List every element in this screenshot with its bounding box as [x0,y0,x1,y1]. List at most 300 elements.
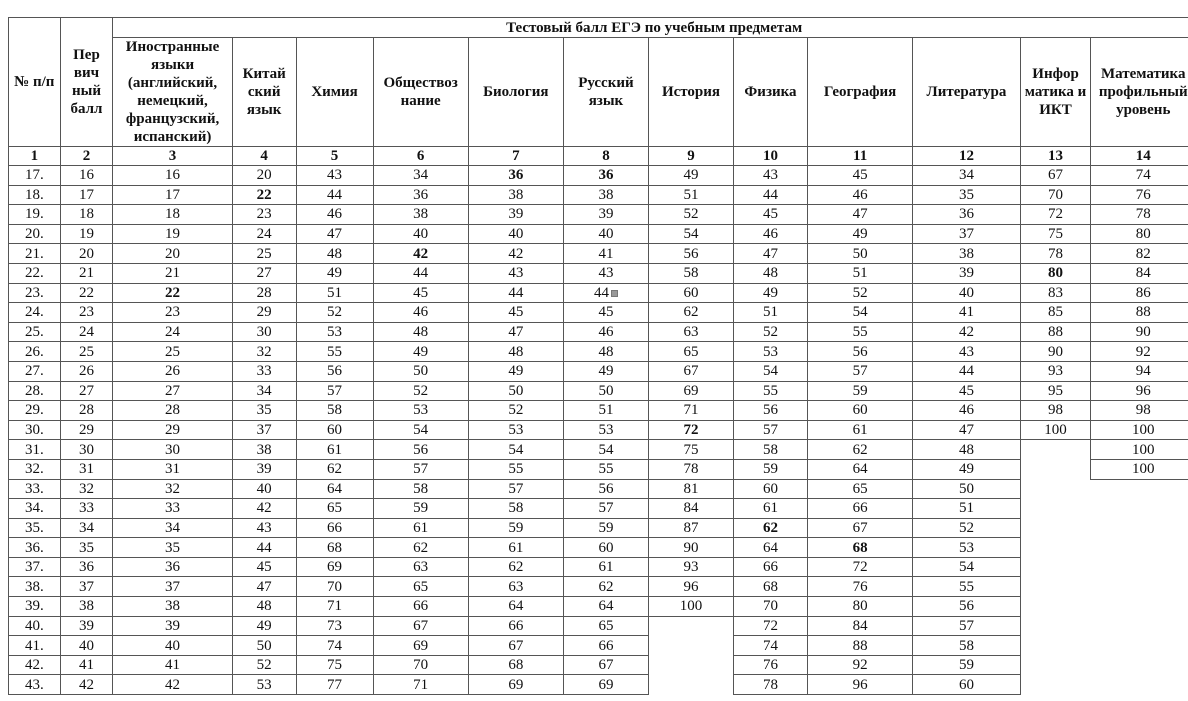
score-value: 40 [78,637,94,654]
score-cell [373,636,468,656]
empty-cell [1020,655,1091,675]
table-row [9,401,1188,421]
row-number-cell [9,655,61,675]
score-value: 44 [327,186,343,203]
score-value: 62 [683,304,699,321]
score-cell [296,205,373,225]
score-cell [913,166,1020,186]
score-value: 90 [1048,343,1064,360]
score-cell [296,263,373,283]
score-cell [60,597,113,617]
score-value: 50 [256,637,272,654]
score-cell [563,479,648,499]
score-value: 37 [78,578,94,595]
score-cell [734,557,808,577]
table-row [9,479,1188,499]
row-number-cell [9,675,61,695]
header-subject: Иностранные языки (английский, немецкий, французский, испанский) [113,38,232,147]
score-value: 23 [165,304,181,321]
score-cell [563,322,648,342]
score-cell [648,283,733,303]
header-subject: География [807,38,912,147]
score-cell [807,557,912,577]
score-cell [468,166,563,186]
score-value: 69 [598,676,614,693]
score-cell [563,675,648,695]
score-value: 35 [958,186,974,203]
score-value: 48 [762,265,778,282]
score-value: 45 [958,382,974,399]
score-value: 42 [508,245,524,262]
table-row [9,616,1188,636]
score-value: 73 [327,617,343,634]
score-value: 48 [958,441,974,458]
score-cell [296,283,373,303]
score-value: 64 [508,598,524,615]
score-value: 41 [598,245,614,262]
score-cell [232,303,296,323]
score-cell [734,499,808,519]
score-value: 49 [508,363,524,380]
score-value: 48 [598,343,614,360]
score-value: 40 [165,637,181,654]
score-cell [734,440,808,460]
row-number-cell [9,577,61,597]
score-value: 56 [958,598,974,615]
score-value: 82 [1135,245,1151,262]
score-value: 59 [762,461,778,478]
score-cell [60,185,113,205]
score-value: 38 [165,598,181,615]
empty-cell [1091,655,1188,675]
score-value: 49 [256,617,272,634]
column-number: 3 [113,147,232,166]
row-number-cell [9,401,61,421]
score-value: 21. [24,245,44,262]
empty-cell [1020,616,1091,636]
row-number-cell [9,185,61,205]
header-row-subjects [9,38,1188,147]
score-value: 20 [256,167,272,184]
score-value: 39 [958,265,974,282]
score-value: 93 [1048,363,1064,380]
empty-cell [1020,479,1091,499]
score-cell [113,518,232,538]
score-value: 64 [327,480,343,497]
score-value: 45 [598,304,614,321]
score-cell [113,381,232,401]
table-body [9,166,1188,695]
score-value: 48 [327,245,343,262]
score-cell [296,224,373,244]
score-cell [648,342,733,362]
score-value: 54 [508,441,524,458]
score-value: 37. [24,559,44,576]
score-value: 18 [78,206,94,223]
score-value: 22 [78,284,94,301]
row-number-cell [9,283,61,303]
score-value: 55 [958,578,974,595]
empty-cell [648,636,733,656]
score-cell [913,557,1020,577]
score-cell [563,244,648,264]
score-value: 72 [683,422,699,439]
score-cell [734,655,808,675]
score-value: 58 [508,500,524,517]
score-value: 43 [762,167,778,184]
score-cell [232,401,296,421]
score-value: 66 [413,598,429,615]
score-value: 74 [1135,167,1151,184]
score-cell [232,636,296,656]
table-row [9,244,1188,264]
score-cell [563,381,648,401]
empty-cell [1091,577,1188,597]
score-cell [60,322,113,342]
score-cell [648,205,733,225]
score-value: 56 [852,343,868,360]
score-value: 62 [413,539,429,556]
score-value: 38 [598,186,614,203]
score-cell [373,342,468,362]
score-value: 33. [24,480,44,497]
score-cell [373,459,468,479]
score-value: 60 [598,539,614,556]
score-value: 36 [78,559,94,576]
score-cell [1020,205,1091,225]
score-value: 100 [679,598,703,615]
score-value: 88 [852,637,868,654]
score-cell [232,655,296,675]
score-value: 88 [1048,324,1064,341]
score-value: 58 [327,402,343,419]
score-cell [807,538,912,558]
score-value: 63 [683,324,699,341]
score-value: 40. [24,617,44,634]
score-value: 50 [598,382,614,399]
score-value: 47 [852,206,868,223]
score-cell [232,205,296,225]
score-cell [563,303,648,323]
score-cell [1020,401,1091,421]
score-cell [563,224,648,244]
score-cell [60,283,113,303]
score-cell [734,459,808,479]
score-value: 39 [165,617,181,634]
score-cell [563,636,648,656]
score-cell [1020,263,1091,283]
score-cell [296,401,373,421]
score-cell [807,479,912,499]
score-value: 42. [24,657,44,674]
score-cell [807,518,912,538]
score-value: 52 [508,402,524,419]
score-value: 76 [852,578,868,595]
score-value: 44 [413,265,429,282]
empty-cell [1020,440,1091,460]
score-cell [648,459,733,479]
score-value: 42 [165,676,181,693]
score-value: 100 [1131,461,1155,478]
score-value: 66 [852,500,868,517]
score-cell [373,479,468,499]
score-value: 72 [1048,206,1064,223]
score-cell [734,322,808,342]
score-cell [734,401,808,421]
score-cell [563,597,648,617]
score-cell [296,342,373,362]
score-cell [373,381,468,401]
score-cell [296,244,373,264]
row-number-cell [9,166,61,186]
score-cell [1091,224,1188,244]
score-cell [807,342,912,362]
score-value: 46 [852,186,868,203]
score-value: 49 [852,226,868,243]
score-cell [60,303,113,323]
empty-cell [648,655,733,675]
empty-cell [1091,538,1188,558]
score-value: 84 [1135,265,1151,282]
score-value: 55 [598,461,614,478]
score-value: 47 [958,422,974,439]
score-value: 34 [958,167,974,184]
row-number-cell [9,538,61,558]
score-cell [113,420,232,440]
table-row [9,518,1188,538]
score-cell [734,303,808,323]
header-num: № п/п [9,18,61,147]
score-cell [807,224,912,244]
score-value: 61 [508,539,524,556]
table-row [9,577,1188,597]
score-value: 98 [1135,402,1151,419]
score-cell [232,440,296,460]
score-value: 57 [413,461,429,478]
score-cell [468,342,563,362]
score-value: 40 [598,226,614,243]
score-value: 25 [256,245,272,262]
empty-cell [1020,577,1091,597]
score-value: 80 [852,598,868,615]
score-cell [563,283,648,303]
score-cell [1091,440,1188,460]
score-value: 27 [78,382,94,399]
score-cell [648,224,733,244]
row-number-cell [9,263,61,283]
score-value: 52 [958,519,974,536]
score-value: 26. [24,343,44,360]
score-value: 24. [24,304,44,321]
score-cell [468,440,563,460]
score-value: 54 [413,422,429,439]
score-value: 17 [78,186,94,203]
score-value: 65 [598,617,614,634]
score-cell [468,185,563,205]
score-value: 65 [413,578,429,595]
score-cell [648,166,733,186]
score-value: 87 [683,519,699,536]
score-value: 61 [598,559,614,576]
empty-cell [1091,675,1188,695]
empty-cell [1020,675,1091,695]
score-value: 23 [256,206,272,223]
score-cell [648,263,733,283]
score-cell [468,224,563,244]
score-value: 100 [1044,422,1067,439]
score-cell [232,342,296,362]
score-value: 24 [78,324,94,341]
row-number-cell [9,205,61,225]
score-cell [232,322,296,342]
score-cell [913,518,1020,538]
score-cell [296,166,373,186]
score-cell [734,224,808,244]
comment-marker-icon[interactable] [611,290,618,297]
score-value: 34 [78,519,94,536]
score-value: 75 [683,441,699,458]
score-value: 47 [508,324,524,341]
score-value: 36 [958,206,974,223]
row-number-cell [9,244,61,264]
score-value: 32 [256,343,272,360]
score-cell [1091,205,1188,225]
score-cell [807,655,912,675]
score-value: 42 [78,676,94,693]
score-value: 34 [256,382,272,399]
score-value: 23. [24,284,44,301]
table-row [9,420,1188,440]
score-cell [807,283,912,303]
score-cell [468,597,563,617]
score-value: 40 [413,226,429,243]
score-value: 41 [78,657,94,674]
score-value: 37 [256,422,272,439]
score-value: 68 [762,578,778,595]
score-value: 67 [1048,167,1064,184]
score-cell [1091,361,1188,381]
score-value: 60 [958,676,974,693]
score-cell [1091,185,1188,205]
score-value: 27. [24,363,44,380]
column-number: 2 [60,147,113,166]
score-cell [648,185,733,205]
score-value: 62 [852,441,868,458]
score-cell [734,577,808,597]
score-cell [296,440,373,460]
score-cell [913,322,1020,342]
score-cell [734,361,808,381]
score-cell [734,675,808,695]
header-subject: Химия [296,38,373,147]
score-value: 46 [762,226,778,243]
score-value: 19 [78,226,94,243]
score-cell [60,499,113,519]
score-cell [373,420,468,440]
column-number: 13 [1020,147,1091,166]
column-number: 11 [807,147,912,166]
score-value: 74 [327,637,343,654]
table-row [9,205,1188,225]
score-value: 21 [78,265,94,282]
score-cell [232,616,296,636]
score-value: 47 [327,226,343,243]
column-numbers-row [9,147,1188,166]
score-cell [648,597,733,617]
table-row [9,499,1188,519]
score-value: 57 [327,382,343,399]
score-cell [60,361,113,381]
score-cell [296,538,373,558]
score-value: 46 [598,324,614,341]
empty-cell [648,675,733,695]
score-value: 39 [256,461,272,478]
score-value: 33 [256,363,272,380]
table-row [9,440,1188,460]
score-cell [468,263,563,283]
score-cell [913,185,1020,205]
score-value: 52 [852,284,868,301]
score-value: 65 [683,343,699,360]
score-value: 32. [24,461,44,478]
score-value: 58 [413,480,429,497]
score-cell [60,675,113,695]
score-cell [1091,401,1188,421]
score-cell [1091,244,1188,264]
score-value: 28 [165,402,181,419]
header-primary-score: Пер вич ный балл [60,18,113,147]
empty-cell [1091,616,1188,636]
score-cell [468,303,563,323]
score-cell [807,166,912,186]
score-cell [468,459,563,479]
score-value: 52 [413,382,429,399]
score-value: 18 [165,206,181,223]
score-value: 46 [958,402,974,419]
score-cell [913,440,1020,460]
score-cell [232,185,296,205]
score-cell [296,655,373,675]
score-cell [913,616,1020,636]
score-cell [296,322,373,342]
score-value: 43. [24,676,44,693]
empty-cell [1020,597,1091,617]
score-value: 18. [24,186,44,203]
score-value: 51 [762,304,778,321]
score-cell [296,381,373,401]
score-cell [373,597,468,617]
score-cell [648,401,733,421]
score-cell [648,538,733,558]
score-value: 57 [508,480,524,497]
table-row [9,655,1188,675]
score-cell [232,459,296,479]
score-cell [296,636,373,656]
empty-cell [1091,479,1188,499]
score-cell [232,479,296,499]
score-value: 58 [958,637,974,654]
score-cell [113,636,232,656]
row-number-cell [9,440,61,460]
score-cell [1020,224,1091,244]
score-value: 80 [1048,265,1064,282]
score-cell [113,224,232,244]
score-cell [468,205,563,225]
score-cell [913,499,1020,519]
score-value: 66 [762,559,778,576]
score-value: 62 [762,519,778,536]
score-cell [563,538,648,558]
